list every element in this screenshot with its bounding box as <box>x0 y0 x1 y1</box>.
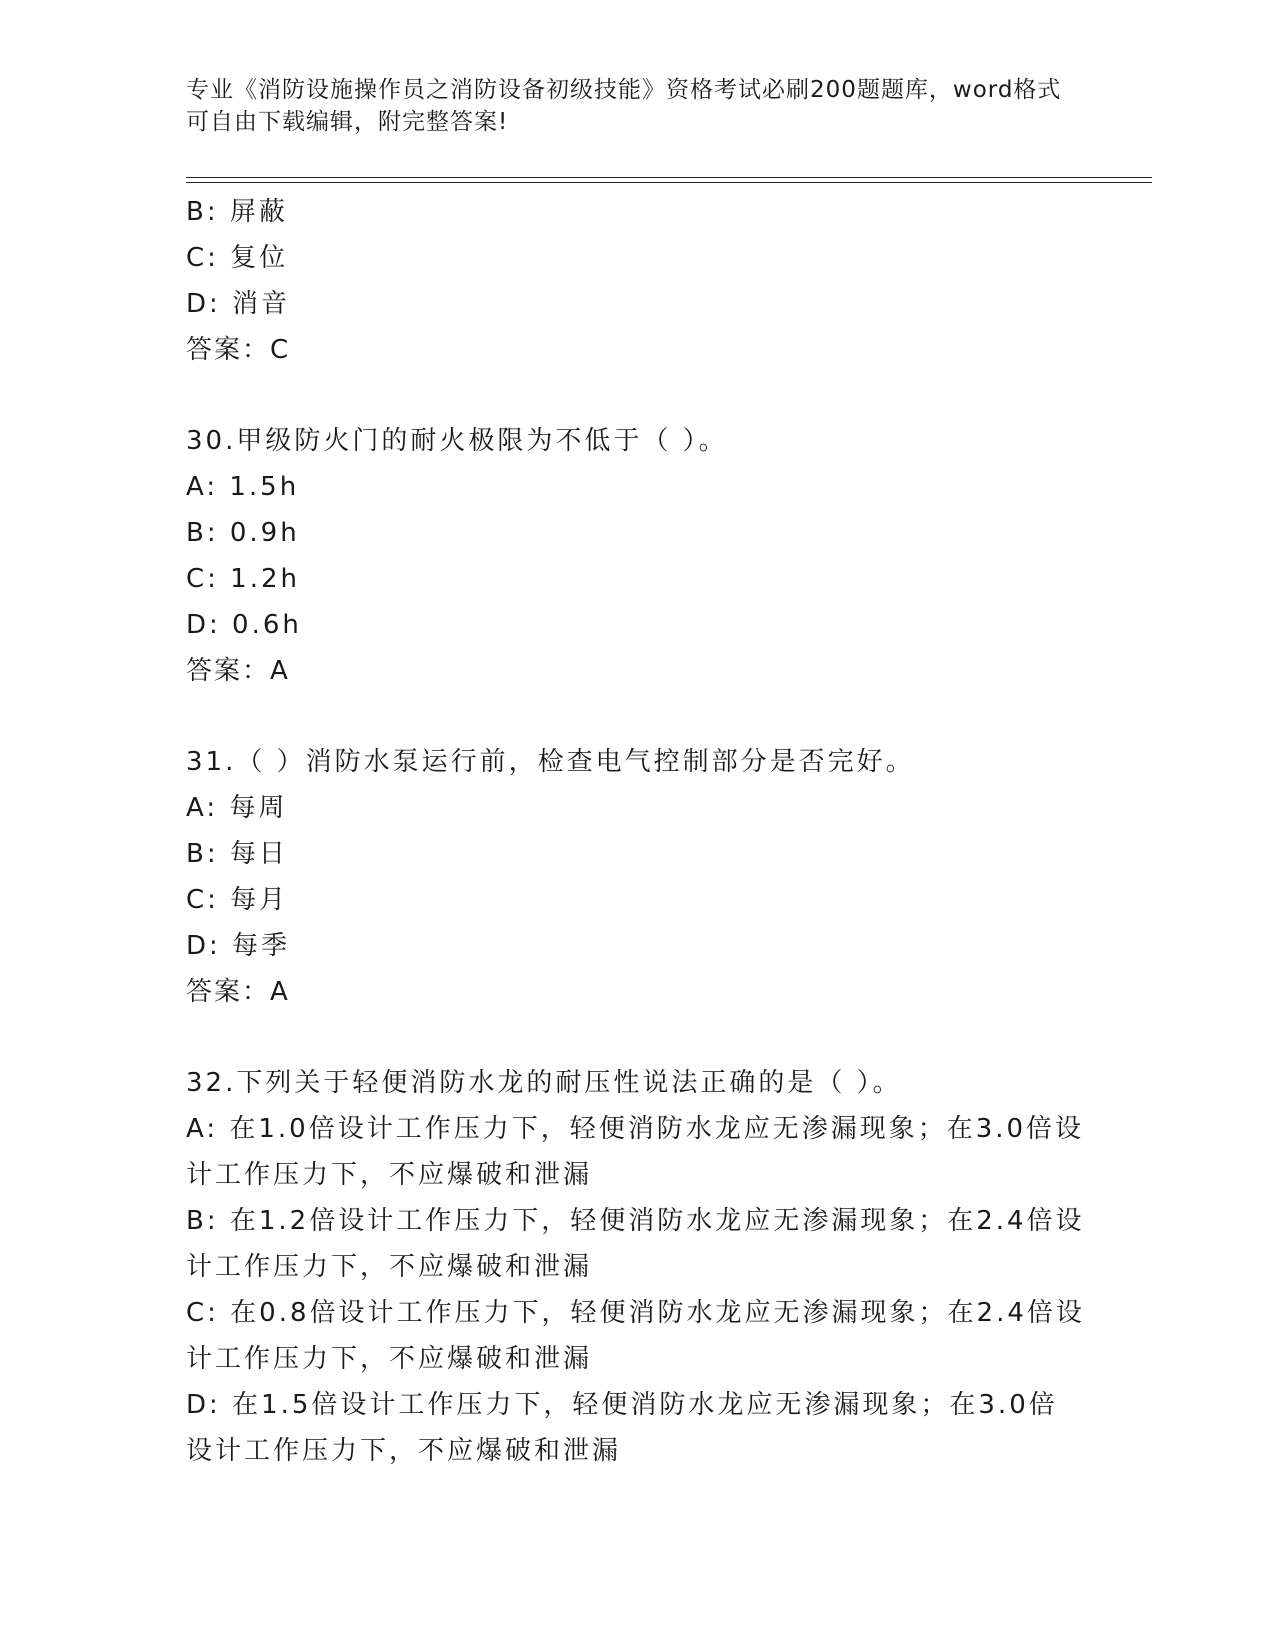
header-divider-top <box>186 177 1152 178</box>
option-c: C: 复位 <box>186 243 289 273</box>
question-stem: 32.下列关于轻便消防水龙的耐压性说法正确的是（ ）。 <box>186 1068 902 1098</box>
option-d: D: 在1.5倍设计工作压力下，轻便消防水龙应无渗漏现象；在3.0倍设计工作压力下，不应爆破和泄漏 <box>186 1390 1058 1466</box>
answer: 答案：A <box>186 656 290 686</box>
option-b: B: 0.9h <box>186 518 300 548</box>
option-b: B: 屏蔽 <box>186 197 288 227</box>
option-a: A: 每周 <box>186 793 288 823</box>
header-divider-bottom <box>186 182 1152 183</box>
question-stem: 31.（ ）消防水泵运行前，检查电气控制部分是否完好。 <box>186 747 915 777</box>
option-d: D: 每季 <box>186 931 291 961</box>
answer: 答案：A <box>186 977 290 1007</box>
question-content <box>186 189 1086 1474</box>
option-c: C: 每月 <box>186 885 289 915</box>
option-c: C: 在0.8倍设计工作压力下，轻便消防水龙应无渗漏现象；在2.4倍设计工作压力下，不应爆破和泄漏 <box>186 1298 1085 1374</box>
option-c: C: 1.2h <box>186 564 301 594</box>
option-d: D: 消音 <box>186 289 291 319</box>
answer: 答案：C <box>186 335 291 365</box>
question-stem: 30.甲级防火门的耐火极限为不低于（ ）。 <box>186 426 728 456</box>
option-b: B: 每日 <box>186 839 288 869</box>
option-a: A: 在1.0倍设计工作压力下，轻便消防水龙应无渗漏现象；在3.0倍设计工作压力下，不应爆破和泄漏 <box>186 1114 1085 1190</box>
option-a: A: 1.5h <box>186 472 300 502</box>
option-b: B: 在1.2倍设计工作压力下，轻便消防水龙应无渗漏现象；在2.4倍设计工作压力下，不应爆破和泄漏 <box>186 1206 1085 1282</box>
option-d: D: 0.6h <box>186 610 302 640</box>
document-header: 专业《消防设施操作员之消防设备初级技能》资格考试必刷200题题库，word格式可自由下载编辑，附完整答案! <box>186 77 1062 135</box>
